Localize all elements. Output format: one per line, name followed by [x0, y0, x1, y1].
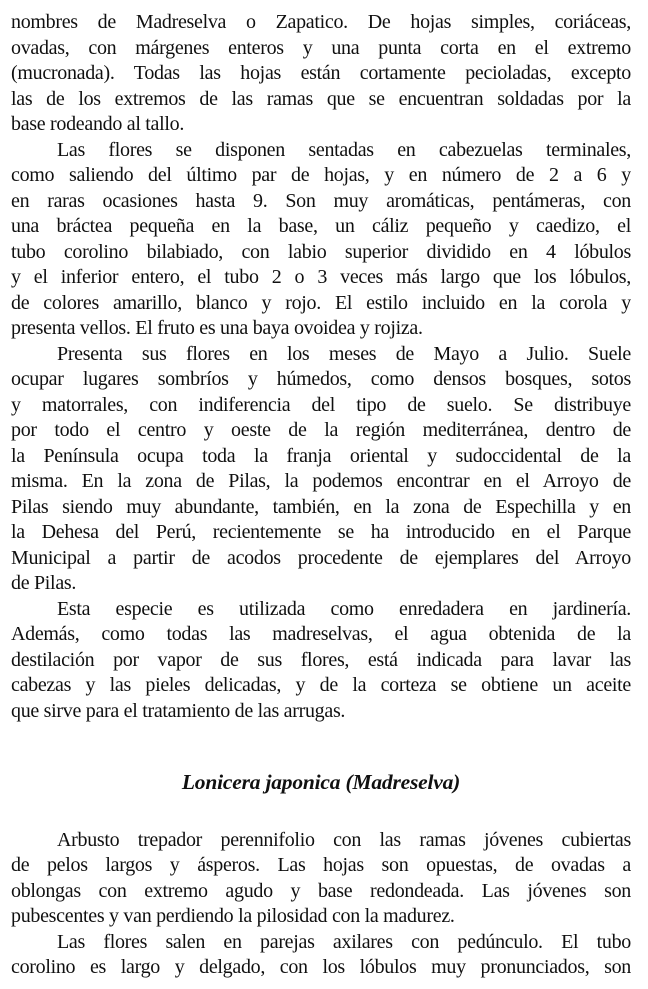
text-line: Arbusto trepador perennifolio con las ramas jóvenes cubiertas: [57, 828, 631, 851]
text-line: base rodeando al tallo.: [11, 113, 185, 135]
text-line: misma. En la zona de Pilas, la podemos encontrar en el Arroyo de: [11, 470, 631, 492]
paragraph-flowers-2: [11, 930, 631, 981]
text-line: Las flores se disponen sentadas en cabezuelas terminales,: [57, 138, 631, 161]
species-heading: Lonicera japonica (Madreselva): [181, 770, 461, 794]
text-line: (mucronada). Todas las hojas están cortamente pecioladas, excepto: [11, 62, 631, 84]
text-line: ocupar lugares sombríos y húmedos, como densos bosques, sotos: [11, 368, 631, 390]
text-line: nombres de Madreselva o Zapatico. De hojas simples, coriáceas,: [11, 11, 631, 33]
text-line: como saliendo del último par de hojas, y en número de 2 a 6 y: [11, 164, 631, 186]
paragraph-uses: [11, 597, 631, 725]
text-line: Municipal a partir de acodos procedente de ejemplares del Arroyo: [11, 546, 631, 569]
text-line: la Península ocupa toda la franja oriental y sudoccidental de la: [11, 444, 631, 467]
text-line: las de los extremos de las ramas que se encuentran soldadas por la: [11, 87, 631, 110]
text-line: Pilas siendo muy abundante, también, en la zona de Espechilla y en: [11, 495, 631, 518]
paragraph-flowers: [11, 138, 631, 342]
text-line: una bráctea pequeña en la base, un cáliz pequeño y caedizo, el: [11, 215, 631, 237]
paragraph-continuation: [11, 10, 631, 138]
text-line: pubescentes y van perdiendo la pilosidad con la madurez.: [11, 905, 455, 927]
text-line: destilación por vapor de sus flores, está indicada para lavar las: [11, 648, 631, 671]
paragraph-distribution: [11, 342, 631, 597]
text-line: presenta vellos. El fruto es una baya ovoidea y rojiza.: [11, 317, 423, 339]
text-line: Esta especie es utilizada como enredadera en jardinería.: [57, 597, 631, 620]
text-line: y matorrales, con indiferencia del tipo de suelo. Se distribuye: [11, 393, 631, 416]
text-line: cabezas y las pieles delicadas, y de la corteza se obtiene un aceite: [11, 674, 631, 696]
text-line: Además, como todas las madreselvas, el agua obtenida de la: [11, 623, 631, 645]
text-line: de pelos largos y ásperos. Las hojas son opuestas, de ovadas a: [11, 854, 631, 876]
text-line: y el inferior entero, el tubo 2 o 3 veces más largo que los lóbulos,: [11, 266, 631, 288]
text-line: la Dehesa del Perú, recientemente se ha introducido en el Parque: [11, 521, 631, 543]
text-line: en raras ocasiones hasta 9. Son muy aromáticas, pentámeras, con: [11, 189, 631, 212]
text-line: tubo corolino bilabiado, con labio superior dividido en 4 lóbulos: [11, 240, 631, 263]
text-line: de colores amarillo, blanco y rojo. El estilo incluido en la corola y: [11, 291, 631, 314]
text-line: por todo el centro y oeste de la región mediterránea, dentro de: [11, 419, 631, 441]
text-line: ovadas, con márgenes enteros y una punta corta en el extremo: [11, 36, 631, 59]
paragraph-description: [11, 828, 631, 930]
text-line: oblongas con extremo agudo y base redondeada. Las jóvenes son: [11, 879, 631, 902]
text-line: de Pilas.: [11, 572, 77, 594]
text-line: corolino es largo y delgado, con los lóbulos muy pronunciados, son: [11, 956, 631, 978]
text-line: Presenta sus flores en los meses de Mayo a Julio. Suele: [57, 342, 631, 365]
text-line: Las flores salen en parejas axilares con pedúnculo. El tubo: [57, 930, 631, 953]
text-line: que sirve para el tratamiento de las arrugas.: [11, 699, 346, 722]
